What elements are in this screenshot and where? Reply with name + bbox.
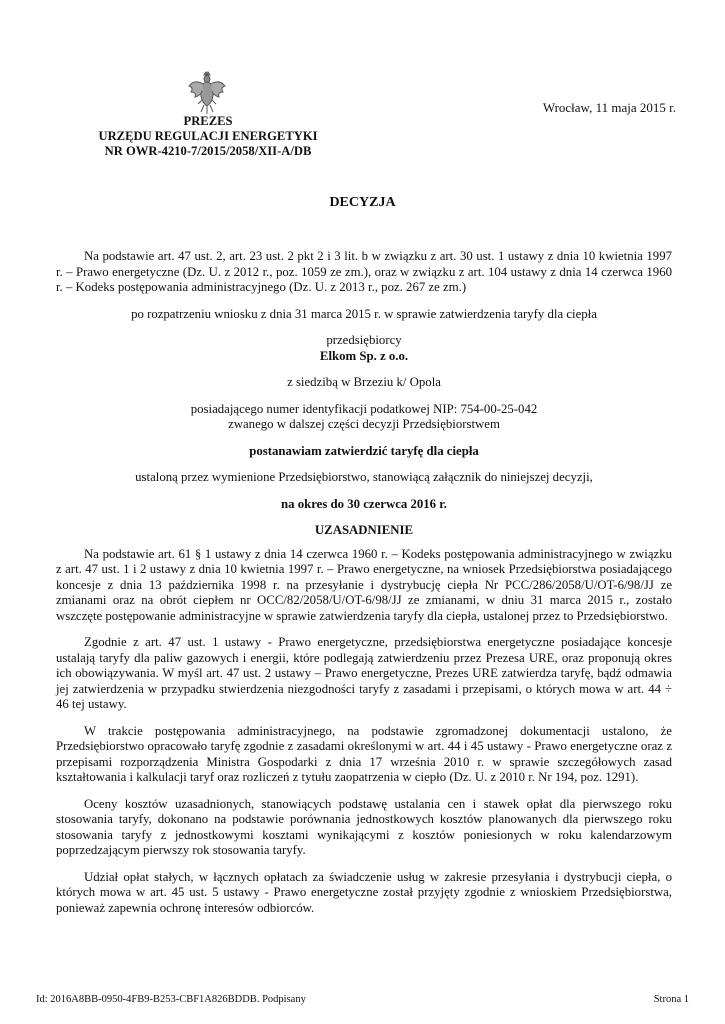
company-label: przedsiębiorcy xyxy=(326,333,402,347)
justification-paragraph: Na podstawie art. 61 § 1 ustawy z dnia 14 czerwca 1960 r. – Kodeks postępowania administracyjnego w związku z art. 47 ust. 1 i 2 ustawy z dnia 10 kwietnia 1997 r. – Prawo energetyczne, na wniosek Przedsiębiorstwa posiadającego koncesje z dnia 13 października 1998 r. na przesyłanie i dystrybucję ciepła Nr PCC/286/2058/U/OT-6/98/JJ ze zmianami oraz na obrót ciepłem nr OCC/82/2058/U/OT-6/98/JJ ze zmianami, w dniu 31 marca 2015 r., zostało wszczęte postępowanie administracyjne w sprawie zatwierdzenia taryfy dla ciepła, ustalonej przez to Przedsiębiorstwo. xyxy=(56,546,672,623)
issuing-authority xyxy=(88,114,328,159)
justification-paragraph: Oceny kosztów uzasadnionych, stanowiących podstawę ustalania cen i stawek opłat dla pierwszego roku stosowania taryfy, dokonano na podstawie porównania jednostkowych kosztów planowanych dla pierwszego roku stosowania taryfy z jednostkowymi kosztami wynikającymi z kosztów poniesionych w roku kalendarzowym poprzedzającym pierwszy rok stosowania taryfy. xyxy=(56,796,672,857)
validity-period: na okres do 30 czerwca 2016 r. xyxy=(281,496,447,511)
document-id-footer: Id: 2016A8BB-0950-4FB9-B253-CBF1A826BDDB. Podpisany xyxy=(36,994,306,1005)
place-and-date: Wrocław, 11 maja 2015 r. xyxy=(542,100,676,115)
tariff-description: ustaloną przez wymienione Przedsiębiorstwo, stanowiącą załącznik do niniejszej decyzji, xyxy=(135,470,593,484)
authority-line-2: URZĘDU REGULACJI ENERGETYKI xyxy=(98,129,318,143)
authority-line-3: NR OWR-4210-7/2015/2058/XII-A/DB xyxy=(104,144,312,158)
called-line: zwanego w dalszej części decyzji Przedsiębiorstwem xyxy=(228,417,500,431)
justification-paragraph: W trakcie postępowania administracyjnego, na podstawie zgromadzonej dokumentacji ustalono, że Przedsiębiorstwo opracowało taryfę zgodnie z zasadami określonymi w art. 44 i 45 ustawy - Prawo energetyczne oraz z przepisami rozporządzenia Ministra Gospodarki z dnia 17 września 2010 r. w sprawie szczegółowych zasad kształtowania i kalkulacji taryf oraz rozliczeń z tytułu zaopatrzenia w ciepło (Dz. U. z 2010 r. Nr 194, poz. 1291). xyxy=(56,723,672,784)
justification-paragraph: Zgodnie z art. 47 ust. 1 ustawy - Prawo energetyczne, przedsiębiorstwa energetyczne posiadające koncesje ustalają taryfy dla paliw gazowych i energii, które podlegają zatwierdzeniu przez Prezesa URE, oraz proponują okres ich obowiązywania. W myśl art. 47 ust. 2 ustawy – Prawo energetyczne, Prezes URE zatwierdza taryfę, bądź odmawia jej zatwierdzenia w przypadku stwierdzenia niezgodności taryfy z zasadami i przepisami, o których mowa w art. 44 ÷ 46 tej ustawy. xyxy=(56,635,672,711)
justification-heading: UZASADNIENIE xyxy=(314,523,414,537)
nip-line: posiadającego numer identyfikacji podatkowej NIP: 754-00-25-042 xyxy=(190,401,538,416)
page-number: Strona 1 xyxy=(653,994,689,1005)
justification-paragraph: Udział opłat stałych, w łącznych opłatach za świadczenie usług w zakresie przesyłania i dystrybucji ciepła, o których mowa w art. 45 ust. 5 ustawy - Prawo energetyczne został przyjęty zgodnie z wnioskiem Przedsiębiorstwa, ponieważ zapewnia ochronę interesów odbiorców. xyxy=(56,869,672,915)
document-title: DECYZJA xyxy=(329,195,396,210)
eagle-emblem-icon xyxy=(187,70,227,116)
authority-line-1: PREZES xyxy=(183,114,233,128)
document-body xyxy=(56,249,672,916)
company-seat: z siedzibą w Brzeziu k/ Opola xyxy=(287,375,441,389)
company-name: Elkom Sp. z o.o. xyxy=(319,348,409,363)
consideration-line: po rozpatrzeniu wniosku z dnia 31 marca 2015 r. w sprawie zatwierdzenia taryfy dla ciepła xyxy=(131,306,597,321)
decision-statement: postanawiam zatwierdzić taryfę dla ciepła xyxy=(249,443,479,458)
legal-basis-paragraph: Na podstawie art. 47 ust. 2, art. 23 ust. 2 pkt 2 i 3 lit. b w związku z art. 30 ust. 1 ustawy z dnia 10 kwietnia 1997 r. – Prawo energetyczne (Dz. U. z 2012 r., poz. 1059 ze zm.), oraz w związku z art. 104 ustawy z dnia 14 czerwca 1960 r. – Kodeks postępowania administracyjnego (Dz. U. z 2013 r., poz. 267 ze zm.) xyxy=(56,249,672,294)
